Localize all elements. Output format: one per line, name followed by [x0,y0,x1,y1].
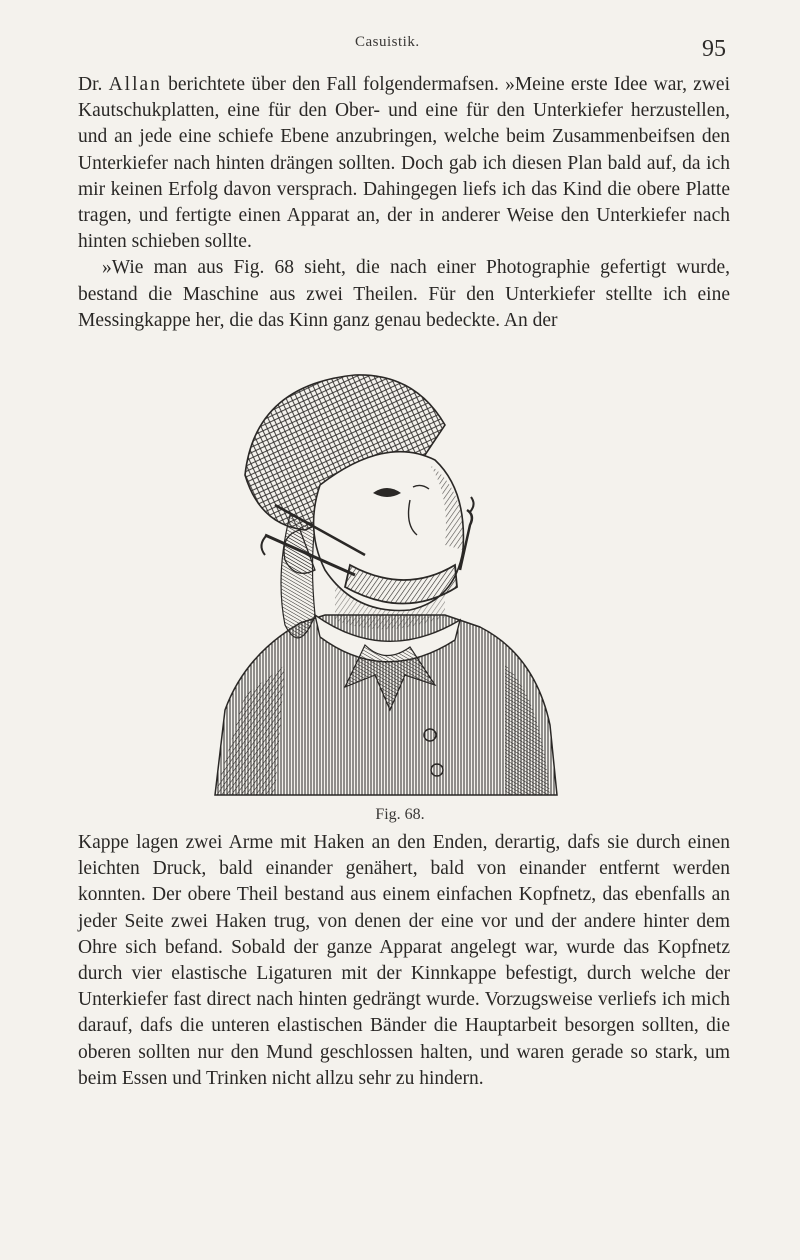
figure-caption: Fig. 68. [375,806,425,823]
paragraph-lead: Dr. [78,74,109,95]
running-head [0,32,800,62]
body-text-top [78,72,730,334]
paragraph-allan [78,72,730,255]
page-number: 95 [702,36,726,62]
figure-engraving [205,365,565,805]
paragraph-apparatus: Kappe lagen zwei Arme mit Haken an den Enden, derartig, dafs sie durch einen leichten Druck, bald einander genähert, bald von einander entfernt werden konnten. Der obere Theil bestand aus einem einfachen Kopfnetz, das ebenfalls an jeder Seite zwei Haken trug, von denen der eine vor und der andere hinter dem Ohre sich befand. Sobald der ganze Apparat angelegt war, wurde das Kopfnetz durch vier elastische Ligaturen mit der Kinnkappe befestigt, durch welche der Unterkiefer fast direct nach hinten gedrängt wurde. Vorzugsweise verliefs ich mich darauf, dafs die unteren elastischen Bänder die Hauptarbeit besorgen sollten, die oberen sollten nur den Mund geschlossen halten, und waren gerade so stark, um beim Essen und Trinken nicht allzu sehr zu hindern. [78,832,730,1089]
running-title: Casuistik. [355,34,420,50]
engraving-illustration [205,365,565,805]
author-name: Allan [108,74,162,95]
paragraph-text: berichtete über den Fall folgendermafsen. »Meine erste Idee war, zwei Kautschukplatten, eine für den Ober- und eine für den Unterkiefer herzustellen, und an jede eine schiefe Ebene anzubringen, welche beim Zusammenbeifsen den Unterkiefer nach hinten drängen sollten. Doch gab ich diesen Plan bald auf, da ich mir keinen Erfolg davon versprach. Dahingegen liefs ich das Kind die obere Platte tragen, und fertigte einen Apparat an, der in anderer Weise den Unterkiefer nach hinten schieben sollte. [78,74,730,253]
paragraph-fig-reference: »Wie man aus Fig. 68 sieht, die nach einer Photographie gefertigt wurde, bestand die Maschine aus zwei Theilen. Für den Unterkiefer stellte ich eine Messingkappe her, die das Kinn ganz genau bedeckte. An der [78,257,730,331]
body-text-bottom [78,830,730,1092]
